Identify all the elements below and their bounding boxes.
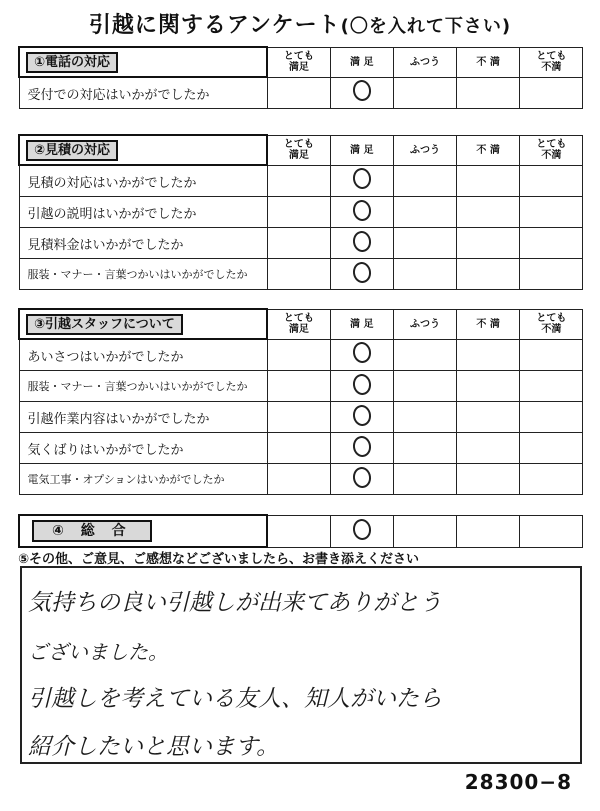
handwritten-comment-line: 紹介したいと思います。 [28,734,280,760]
rating-cell[interactable] [393,402,456,433]
question-text: 引越作業内容はいかがでしたか [19,402,267,433]
handwritten-comment-line: 気持ちの良い引越しが出来てありがとう [28,590,442,616]
rating-cell[interactable] [520,77,583,109]
selection-circle-mark [351,198,372,221]
rating-cell[interactable] [520,197,583,228]
selection-circle-mark [351,229,372,252]
total-rating-cell[interactable] [520,515,583,547]
rating-cell[interactable] [330,197,393,228]
rating-cell[interactable] [393,371,456,402]
rating-column-header: 不 満 [457,135,520,165]
total-rating-cell[interactable] [393,515,456,547]
section-header-row [19,135,583,165]
rating-cell[interactable] [393,339,456,371]
rating-cell[interactable] [330,339,393,371]
selection-circle-mark [351,517,372,540]
question-text: 見積の対応はいかがでしたか [19,165,267,197]
rating-cell[interactable] [267,433,330,464]
question-row [19,371,583,402]
question-row [19,197,583,228]
rating-column-header: 不 満 [457,47,520,77]
rating-column-header: とても 満足 [267,135,330,165]
question-text: 服装・マナー・言葉つかいはいかがでしたか [19,371,267,402]
section-title-cell [19,47,267,77]
selection-circle-mark [351,79,372,102]
rating-cell[interactable] [393,165,456,197]
total-rating-cell[interactable] [457,515,520,547]
rating-column-header: ふつう [393,135,456,165]
question-text: 引越の説明はいかがでしたか [19,197,267,228]
rating-cell[interactable] [520,371,583,402]
handwritten-comment-line: ございました。 [28,640,168,664]
question-row [19,228,583,259]
rating-cell[interactable] [330,433,393,464]
total-rating-cell[interactable] [330,515,393,547]
rating-cell[interactable] [267,165,330,197]
rating-column-header: とても 満足 [267,47,330,77]
question-text: 気くばりはいかがでしたか [19,433,267,464]
rating-cell[interactable] [330,165,393,197]
total-rating-cell[interactable] [267,515,330,547]
rating-cell[interactable] [267,77,330,109]
question-row [19,77,583,109]
question-text: 服装・マナー・言葉つかいはいかがでしたか [19,259,267,290]
rating-cell[interactable] [393,77,456,109]
question-row [19,165,583,197]
survey-section [18,134,583,290]
rating-column-header: とても 満足 [267,309,330,339]
selection-circle-mark [351,465,372,488]
form-code: 28300−8 [464,770,572,794]
section-header-row [19,309,583,339]
rating-cell[interactable] [520,165,583,197]
rating-cell[interactable] [457,433,520,464]
question-row [19,433,583,464]
comments-heading: ⑤その他、ご意見、ご感想などございましたら、お書き添えください [18,552,420,567]
title-text: 引越に関するアンケート [88,13,341,38]
rating-column-header: 満 足 [330,135,393,165]
section-title-cell [19,309,267,339]
rating-cell[interactable] [393,197,456,228]
rating-cell[interactable] [393,228,456,259]
section-header-row [19,47,583,77]
rating-cell[interactable] [457,77,520,109]
rating-cell[interactable] [267,464,330,495]
rating-column-header: 満 足 [330,47,393,77]
rating-cell[interactable] [520,464,583,495]
total-label-cell [19,515,267,547]
question-row [19,339,583,371]
rating-cell[interactable] [330,259,393,290]
survey-title [0,8,600,39]
rating-cell[interactable] [520,339,583,371]
section-title: ②見積の対応 [26,140,118,161]
rating-cell[interactable] [457,165,520,197]
rating-cell[interactable] [520,259,583,290]
rating-column-header: とても 不満 [520,47,583,77]
rating-cell[interactable] [457,197,520,228]
total-row [19,515,583,547]
rating-cell[interactable] [267,197,330,228]
section-title-cell [19,135,267,165]
rating-cell[interactable] [457,464,520,495]
rating-column-header: ふつう [393,47,456,77]
question-text: あいさつはいかがでしたか [19,339,267,371]
rating-cell[interactable] [393,259,456,290]
rating-cell[interactable] [457,402,520,433]
total-label: ④ 総 合 [32,520,152,542]
selection-circle-mark [351,434,372,457]
question-text: 電気工事・オプションはいかがでしたか [19,464,267,495]
rating-column-header: とても 不満 [520,309,583,339]
rating-cell[interactable] [520,402,583,433]
rating-cell[interactable] [457,259,520,290]
rating-cell[interactable] [393,433,456,464]
section-title: ③引越スタッフについて [26,314,183,335]
rating-cell[interactable] [267,371,330,402]
question-text: 見積料金はいかがでしたか [19,228,267,259]
rating-cell[interactable] [393,464,456,495]
handwritten-comment-line: 引越しを考えている友人、知人がいたら [28,686,442,712]
rating-cell[interactable] [330,77,393,109]
question-text: 受付での対応はいかがでしたか [19,77,267,109]
rating-column-header: ふつう [393,309,456,339]
total-section [18,514,583,548]
survey-section [18,308,583,495]
rating-column-header: 満 足 [330,309,393,339]
selection-circle-mark [351,341,372,364]
question-row [19,464,583,495]
title-instruction: (〇を入れて下さい) [340,16,512,37]
section-title: ①電話の対応 [26,52,118,73]
rating-cell[interactable] [457,339,520,371]
rating-column-header: 不 満 [457,309,520,339]
rating-cell[interactable] [330,371,393,402]
rating-cell[interactable] [267,228,330,259]
rating-cell[interactable] [520,433,583,464]
rating-cell[interactable] [267,259,330,290]
selection-circle-mark [351,260,372,283]
question-row [19,402,583,433]
rating-cell[interactable] [330,228,393,259]
question-row [19,259,583,290]
selection-circle-mark [351,403,372,426]
rating-cell[interactable] [520,228,583,259]
rating-cell[interactable] [330,402,393,433]
rating-column-header: とても 不満 [520,135,583,165]
rating-cell[interactable] [330,464,393,495]
rating-cell[interactable] [267,402,330,433]
rating-cell[interactable] [457,228,520,259]
rating-cell[interactable] [457,371,520,402]
survey-section [18,46,583,109]
rating-cell[interactable] [267,339,330,371]
selection-circle-mark [351,167,372,190]
selection-circle-mark [351,372,372,395]
